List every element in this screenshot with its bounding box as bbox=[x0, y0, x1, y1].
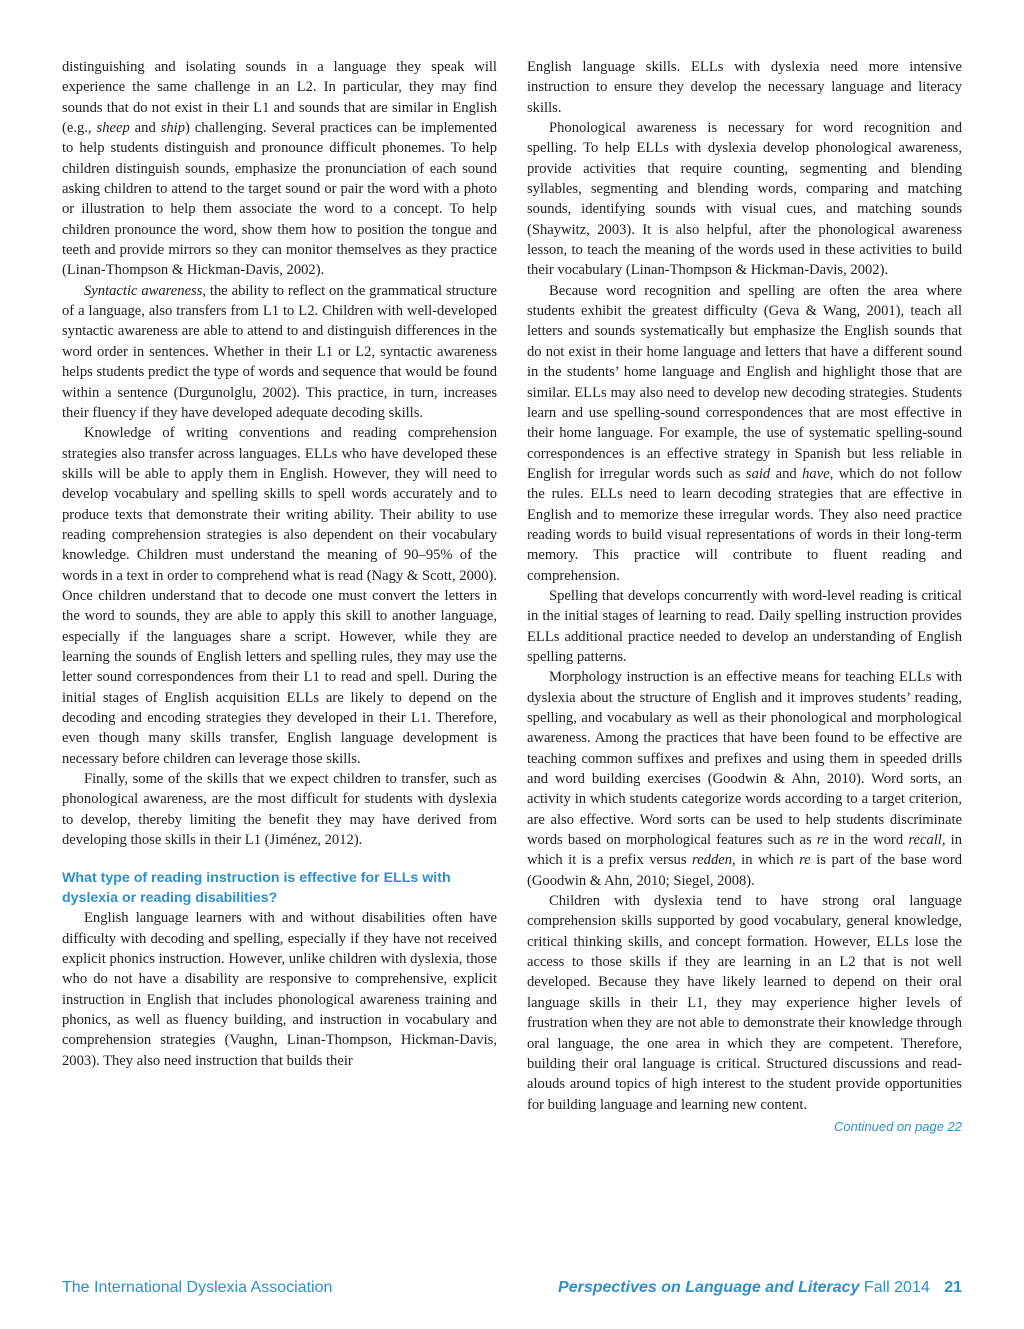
paragraph: Children with dyslexia tend to have strong oral language comprehension skills supported by good vocabulary, general knowledge, critical thinking skills, and concept formation. However, ELLs lose the access to those skills if they are learning in an L2 that is not well developed. Because they have likely learned to depend on their oral language skills in their L1, they may experience higher levels of frustration when they are not able to demonstrate their knowledge through oral language, the one area in which they are competent. Therefore, building their oral language is critical. Structured discussions and read-alouds around topics of high interest to the student provide opportunities for building language and learning new content. bbox=[527, 893, 962, 1113]
right-column bbox=[527, 57, 962, 1137]
paragraph: English language learners with and without disabilities often have difficulty with decoding and spelling, especially if they have not received explicit phonics instruction. However, unlike children with dyslexia, those who do not have a disability are responsive to comprehensive, explicit instruction in English that includes phonological awareness training and phonics, as well as fluency building, and instruction in vocabulary and comprehension strategies (Vaughn, Linan-Thompson, Hickman-Davis, 2003). They also need instruction that builds their bbox=[62, 910, 497, 1069]
paragraph: English language skills. ELLs with dyslexia need more intensive instruction to ensure they develop the necessary language and literacy skills. bbox=[527, 59, 962, 116]
organization-name: The International Dyslexia Association bbox=[62, 1279, 333, 1296]
journal-title: Perspectives on Language and Literacy bbox=[558, 1279, 860, 1296]
paragraph: Morphology instruction is an effective means for teaching ELLs with dyslexia about the structure of English and it improves students’ reading, spelling, and vocabulary as well as their phonological and morphological awareness. Among the practices that have been found to be effective are teaching common suffixes and prefixes and using them in speeded drills and word building exercises (Goodwin & Ahn, 2010). Word sorts, an activity in which students categorize words according to a target criterion, are also effective. Word sorts can be used to help students discriminate words based on morphological features such as re in the word recall, in which it is a prefix versus redden, in which re is part of the base word (Goodwin & Ahn, 2010; Siegel, 2008). bbox=[527, 669, 963, 889]
footer-journal-info bbox=[558, 1279, 962, 1297]
paragraph: distinguishing and isolating sounds in a language they speak will experience the same challenge in an L2. In particular, they may find sounds that do not exist in their L1 and sounds that are similar in English (e.g., sheep and ship) challenging. Several practices can be implemented to help students distinguish and pronounce difficult phonemes. To help children distinguish sounds, emphasize the pronunciation of each sound asking children to attend to the target sound or pair the word with a photo or illustration to help them associate the word to a concept. To help children pronounce the word, show them how to position the tongue and teeth and provide mirrors so they can monitor themselves as they practice (Linan-Thompson & Hickman-Davis, 2002). bbox=[62, 59, 498, 279]
paragraph: Phonological awareness is necessary for word recognition and spelling. To help ELLs with dyslexia develop phonological awareness, provide activities that require counting, segmenting and blending syllables, segmenting and blending words, comparing and matching sounds, identifying sounds with visual cues, and matching sounds (Shaywitz, 2003). It is also helpful, after the phonological awareness lesson, to teach the meaning of the words used in these activities to build their vocabulary (Linan-Thompson & Hickman-Davis, 2002). bbox=[527, 120, 962, 279]
left-column bbox=[62, 57, 497, 1071]
continued-link[interactable]: Continued on page 22 bbox=[834, 1118, 962, 1134]
paragraph: Because word recognition and spelling are often the area where students exhibit the greatest difficulty (Geva & Wang, 2001), teach all letters and sounds systematically but emphasize the English sounds that do not exist in their home language and letters that have a different sound in the students’ home language and English and highlight those that are similar. ELLs may also need to develop new decoding strategies. Students learn and use spelling-sound correspondences that are most effective in their home language. For example, the use of systematic spelling-sound correspondences is an effective strategy in Spanish but less reliable in English for irregular words such as said and have, which do not follow the rules. ELLs need to learn decoding strategies that are effective in English and to memorize these irregular words. They also need practice reading words to build visual representations of words in their long-term memory. This practice will contribute to fluent reading and comprehension. bbox=[527, 282, 962, 584]
paragraph: Finally, some of the skills that we expect children to transfer, such as phonological awareness, are the most difficult for students with dyslexia to develop, thereby limiting the benefit they may have derived from developing those skills in their L1 (Jiménez, 2012). bbox=[62, 771, 497, 849]
section-heading: What type of reading instruction is effective for ELLs with dyslexia or reading disabilities? bbox=[62, 870, 451, 907]
issue-label: Fall 2014 bbox=[863, 1279, 930, 1296]
paragraph: Spelling that develops concurrently with word-level reading is critical in the initial stages of learning to read. Daily spelling instruction provides ELLs additional practice needed to develop an understanding of English spelling patterns. bbox=[527, 587, 962, 665]
page-footer bbox=[62, 1279, 962, 1303]
paragraph: Knowledge of writing conventions and reading comprehension strategies also transfer across languages. ELLs who have developed these skills will be able to apply them in English. However, they will need to develop vocabulary and spelling skills to spell words accurately and to produce texts that demonstrate their writing ability. Their ability to use reading comprehension strategies is also dependent on their vocabulary knowledge. Children must understand the meaning of 90–95% of the words in a text in order to comprehend what is read (Nagy & Scott, 2000). Once children understand that to decode one must convert the letters in the word to sounds, they are able to apply this skill to another language, especially if the languages share a script. However, while they are learning the sounds of English letters and spelling rules, they may use the letter sound correspondences from their L1 to read and spell. During the initial stages of English acquisition ELLs are likely to depend on the decoding and encoding strategies they developed in their L1. Therefore, even though many skills transfer, English language development is necessary before children can leverage those skills. bbox=[62, 425, 497, 767]
paragraph: Syntactic awareness, the ability to reflect on the grammatical structure of a language, also transfers from L1 to L2. Children with well-developed syntactic awareness are able to attend to and distinguish differences in the word order in sentences. Whether in their L1 or L2, syntactic awareness helps students predict the type of words and sequence that would be found within a sentence (Durgunolglu, 2002). This practice, in turn, increases their fluency if they have developed adequate decoding skills. bbox=[62, 282, 497, 421]
page-number: 21 bbox=[944, 1279, 962, 1296]
